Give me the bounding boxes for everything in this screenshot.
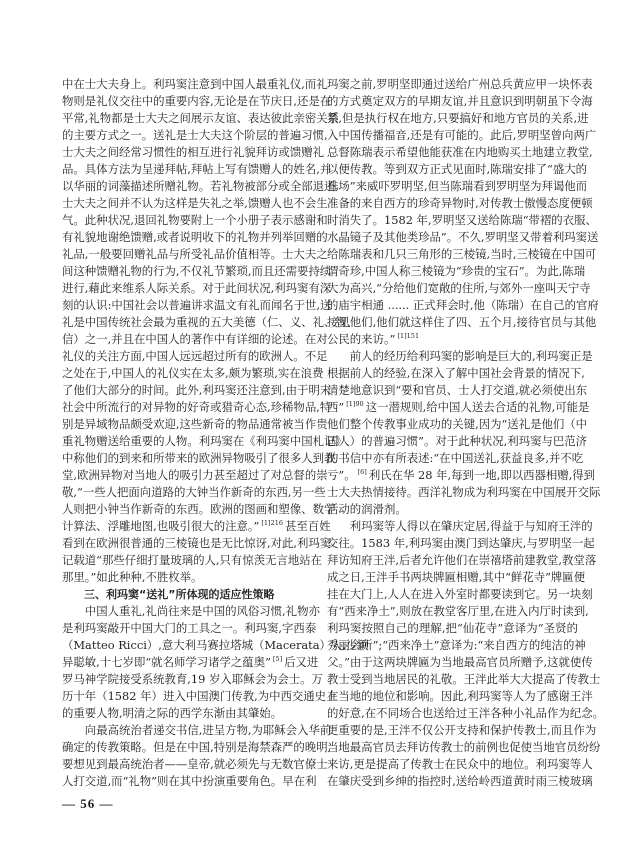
line-text: 利玛窦按照自己的理解,把“仙花寺”意译为“圣贤的 bbox=[327, 621, 578, 635]
text-line bbox=[62, 280, 332, 297]
text-line bbox=[327, 688, 593, 705]
line-text: 的重要人物,明清之际的西学东渐由其肇始。 bbox=[62, 706, 283, 720]
line-text: 交往。1583 年,利玛窦由澳门到达肇庆,与罗明坚一起 bbox=[327, 536, 595, 550]
line-text: 的好意,在不同场合也送给过王泮各种小礼品作为纪念。 bbox=[327, 706, 604, 720]
line-text: 间这种馈赠礼物的行为,不仅礼节繁琐,而且还需要持续 bbox=[62, 264, 332, 278]
line-text: 有礼貌地谢绝馈赠,或者说明收下的礼物并列举回赠的 bbox=[62, 230, 328, 244]
line-text: 禁,但是执行权在地方,只要搞好和地方官员的关系,进 bbox=[327, 111, 589, 125]
line-text: 在当地的地位和影响。因此,利玛窦等人为了感谢王泮 bbox=[327, 689, 593, 703]
text-line bbox=[327, 484, 601, 501]
line-text: 排场”来威吓罗明坚,但当陈瑞看到罗明坚为拜谒他而 bbox=[327, 179, 588, 193]
text-line bbox=[62, 76, 328, 93]
page-number: — 56 — bbox=[62, 796, 114, 811]
line-text: 谓奇珍,中国人称三棱镜为“珍贵的宝石”。为此,陈瑞 bbox=[327, 264, 586, 278]
line-text-continued: 这一潜规则,给中国人送去合适的礼物,可能是 bbox=[365, 400, 590, 414]
line-text: 别是异域物品颇受欢迎,这些新奇的物品通常被当作贵 bbox=[62, 417, 328, 431]
line-text: 记载道“那些仔细打量玻璃的人,只有惊羡无言地站在 bbox=[62, 553, 323, 567]
line-text: 刻的认识:中国社会以普遍讲求温文有礼而闻名于世,送 bbox=[62, 298, 332, 312]
line-text: 西” bbox=[327, 400, 345, 414]
text-line bbox=[327, 552, 597, 569]
line-text: 水晶镜子及其他类珍品”。不久,罗明坚又带着利玛窦送 bbox=[327, 230, 599, 244]
line-text: 品。具体方法为呈递拜帖,拜帖上写有馈赠人的姓名,并 bbox=[62, 162, 332, 176]
text-line bbox=[62, 484, 326, 501]
line-text: 他们整个传教事业成功的关键,因为“送礼是他们（中 bbox=[327, 417, 588, 431]
line-text: 公民的来访。” bbox=[327, 332, 396, 346]
line-text: 给陈瑞表和几只三角形的三棱镜,当时,三棱镜在中国可 bbox=[327, 247, 597, 261]
line-text: 清楚地意识到“要和官员、士人打交道,就必须使出东 bbox=[327, 383, 588, 397]
line-text: 人打交道,而“礼物”则在其中扮演重要角色。早在利 bbox=[62, 774, 317, 788]
line-text: 大为高兴,“分给他们宽敞的住所,与郊外一座叫天宁寺 bbox=[327, 281, 591, 295]
text-line bbox=[327, 314, 597, 331]
line-text: 确定的传教策略。但是在中国,特别是海禁森严的晚明, bbox=[62, 740, 332, 754]
line-text: 士大夫热情接待。西洋礼物成为利玛窦在中国展开交际 bbox=[327, 485, 601, 499]
text-line bbox=[62, 501, 336, 518]
text-line bbox=[62, 365, 324, 382]
text-line bbox=[62, 93, 332, 110]
text-line bbox=[327, 450, 584, 467]
line-text-continued: 后又进 bbox=[284, 655, 319, 669]
text-line bbox=[327, 212, 597, 229]
section-heading bbox=[62, 586, 313, 603]
line-text: 前人的经历给利玛窦的影响是巨大的,利玛窦正是 bbox=[349, 349, 593, 363]
text-line bbox=[62, 603, 320, 620]
text-line bbox=[62, 654, 319, 671]
text-line bbox=[62, 331, 328, 348]
text-line bbox=[62, 688, 338, 705]
line-text: 当地最高官员去拜访传教士的前例也促使当地官员纷纷 bbox=[327, 740, 601, 754]
line-text: 有“西来净土”,则放在教堂客厅里,在进入内厅时读到, bbox=[327, 604, 589, 618]
text-line bbox=[327, 654, 593, 671]
line-text: 总督陈瑞表示希望他能获准在内地购买土地建立教堂, bbox=[327, 145, 593, 159]
line-text: 秀丽会所”;“西来净土”意译为:“来自西方的纯洁的神 bbox=[327, 638, 586, 652]
text-line bbox=[327, 297, 599, 314]
line-text: 那里。”如此种种,不胜枚举。 bbox=[62, 570, 203, 584]
text-line bbox=[62, 178, 339, 195]
line-text: 父。”由于这两块牌匾为当地最高官员所赠予,这就使传 bbox=[327, 655, 593, 669]
line-text: 的主要方式之一。送礼是士大夫这个阶层的普遍习惯, bbox=[62, 128, 328, 142]
line-text-continued: 甚至百姓 bbox=[285, 519, 331, 533]
text-line bbox=[327, 756, 593, 773]
text-line bbox=[62, 399, 332, 416]
line-text: 中称他们的到来和所带来的欧洲异物吸引了很多人到教 bbox=[62, 451, 336, 465]
line-text: 利玛窦等人得以在肇庆定居,得益于与知府王泮的 bbox=[349, 519, 593, 533]
line-text: 在肇庆受到乡绅的指控时,送给岭西道黄时雨三棱玻璃 bbox=[327, 774, 593, 788]
text-line bbox=[327, 705, 604, 722]
text-line bbox=[62, 739, 332, 756]
line-text: 向最高统治者递交书信,进呈方物,为耶稣会入华前 bbox=[84, 723, 332, 737]
text-line bbox=[62, 518, 331, 535]
line-text: 气。此种状况,退回礼物要附上一个小册子表示感谢和 bbox=[62, 213, 328, 227]
citation-reference: [1]216 bbox=[261, 519, 284, 527]
right-column bbox=[327, 76, 604, 790]
line-text: 礼是中国传统社会最为重视的五大美德（仁、义、礼、智、 bbox=[62, 315, 359, 329]
text-line bbox=[327, 348, 593, 365]
text-line bbox=[62, 467, 328, 484]
text-line bbox=[62, 552, 323, 569]
text-line bbox=[327, 331, 578, 348]
line-text: 活动的润滑剂。 bbox=[327, 502, 407, 516]
text-line bbox=[62, 246, 328, 263]
line-text: 的方式奠定双方的早期友谊,并且意识到明朝虽下令海 bbox=[327, 94, 593, 108]
text-line bbox=[327, 739, 601, 756]
text-line bbox=[327, 433, 588, 450]
line-text: 拜访知府王泮,后者允许他们在崇禧塔前建教堂,教堂落 bbox=[327, 553, 597, 567]
text-line bbox=[327, 229, 599, 246]
text-line bbox=[327, 263, 586, 280]
line-text: 更重要的是,王泮不仅公开支持和保护传教士,而且作为 bbox=[327, 723, 597, 737]
line-text: 以华丽的词藻描述所赠礼物。若礼物被部分或全部退还, bbox=[62, 179, 339, 193]
line-text: 时消失了。1582 年,罗明坚又送给陈瑞“带褶的衣服、 bbox=[327, 213, 597, 227]
text-line bbox=[62, 144, 324, 161]
citation-reference: [1]90 bbox=[346, 400, 364, 408]
text-line bbox=[327, 722, 597, 739]
text-line bbox=[62, 314, 359, 331]
text-line bbox=[327, 246, 597, 263]
line-text: 堂,欧洲异物对当地人的吸引力甚至超过了对总督的崇 bbox=[62, 468, 328, 482]
text-line bbox=[327, 399, 590, 416]
text-line bbox=[62, 535, 332, 552]
text-line bbox=[62, 416, 328, 433]
line-text: 看到在欧洲很普通的三棱镜也是无比惊讶,对此,利玛窦 bbox=[62, 536, 332, 550]
line-text: 历十年（1582 年）进入中国澳门传教,为中西交通史上 bbox=[62, 689, 338, 703]
text-line bbox=[327, 161, 588, 178]
text-line bbox=[327, 127, 597, 144]
line-text: 来访,更是提高了传教士在民众中的地位。利玛窦等人 bbox=[327, 757, 593, 771]
line-text: 计算法、浮雕地图,也吸引很大的注意。” bbox=[62, 519, 260, 533]
text-line bbox=[327, 365, 585, 382]
citation-reference: [5] bbox=[272, 655, 283, 663]
text-line bbox=[327, 671, 601, 688]
text-line bbox=[62, 297, 332, 314]
line-text: 平常,礼物都是士大夫之间展示友谊、表达彼此亲密关系 bbox=[62, 111, 339, 125]
text-line bbox=[62, 569, 313, 586]
text-line bbox=[327, 637, 586, 654]
text-line bbox=[327, 195, 593, 212]
text-line bbox=[62, 705, 313, 722]
text-line bbox=[62, 382, 332, 399]
line-text-continued: 利氏在华 28 年,每到一地,即以西器相赠,得到 bbox=[368, 468, 596, 482]
text-line bbox=[327, 467, 596, 484]
line-text: 教士受到当地居民的礼敬。王泮此举大大提高了传教士 bbox=[327, 672, 601, 686]
text-line bbox=[62, 671, 323, 688]
line-text: 罗马神学院接受系统教育,19 岁入耶稣会为会士。万 bbox=[62, 672, 323, 686]
text-line bbox=[327, 569, 586, 586]
line-text: 以便传教。等到双方正式见面时,陈瑞安排了“盛大的 bbox=[327, 162, 588, 176]
line-text: 重礼物赠送给重要的人物。利玛窦在《利玛窦中国札记》 bbox=[62, 434, 347, 448]
text-line bbox=[327, 620, 578, 637]
line-text: 准备的来自西方的珍奇异物时,对传教士傲慢态度便顿 bbox=[327, 196, 593, 210]
text-line bbox=[62, 110, 339, 127]
text-line bbox=[327, 382, 588, 399]
line-text: 物则是礼仪交往中的重要内容,无论是在节庆日,还是在 bbox=[62, 94, 332, 108]
line-text: 敬,“一些人把面向道路的大钟当作新奇的东西,另一些 bbox=[62, 485, 326, 499]
text-line bbox=[62, 637, 369, 654]
line-text: 进行,藉此来维系人际关系。对于此间状况,利玛窦有深 bbox=[62, 281, 332, 295]
text-line bbox=[62, 195, 328, 212]
line-text: 之处在于,中国人的礼仪实在太多,颇为繁琐,实在浪费 bbox=[62, 366, 324, 380]
line-text: 成之日,王泮手书两块牌匾相赠,其中“鲜花寺”牌匾便 bbox=[327, 570, 586, 584]
text-line bbox=[327, 501, 578, 518]
line-text: 入中国传播福音,还是有可能的。此后,罗明坚曾向两广 bbox=[327, 128, 597, 142]
line-text: 信）之一,并且在中国人的著作中有详细的论述。在对 bbox=[62, 332, 328, 346]
text-line bbox=[62, 433, 347, 450]
line-text: 士大夫之间经常习惯性的相互进行礼貌拜访或馈赠礼 bbox=[62, 145, 324, 159]
text-line bbox=[62, 773, 317, 790]
text-line bbox=[327, 586, 593, 603]
text-line bbox=[62, 229, 328, 246]
line-text: 士大夫之间并不认为这样是失礼之举,馈赠人也不会生 bbox=[62, 196, 328, 210]
citation-reference: [6] bbox=[357, 468, 367, 476]
line-text: 中国人重礼,礼尚往来是中国的风俗习惯,礼物亦 bbox=[84, 604, 320, 618]
text-line bbox=[62, 161, 332, 178]
text-line bbox=[327, 535, 595, 552]
line-text: 国人）的普遍习惯”。对于此种状况,利玛窦与巴范济 bbox=[327, 434, 588, 448]
text-line bbox=[62, 263, 332, 280]
line-text: 礼品,一般要回赠礼品与所受礼品价值相等。士大夫之 bbox=[62, 247, 328, 261]
line-text: 的庙宇相通 ...... 正式拜会时,他（陈瑞）在自己的官府 bbox=[327, 298, 599, 312]
text-line bbox=[327, 518, 593, 535]
text-line bbox=[327, 178, 588, 195]
line-text: 中在士大夫身上。利玛窦注意到中国人最重礼仪,而礼 bbox=[62, 77, 328, 91]
line-text: 亏”。 bbox=[327, 468, 356, 482]
text-line bbox=[327, 76, 593, 93]
text-line bbox=[62, 450, 336, 467]
text-line bbox=[327, 773, 593, 790]
text-line bbox=[327, 144, 593, 161]
text-line bbox=[62, 620, 317, 637]
line-text: 要想见到最高统治者——皇帝,就必须先与无数官僚士 bbox=[62, 757, 328, 771]
text-line bbox=[62, 212, 328, 229]
text-line bbox=[62, 127, 328, 144]
text-line bbox=[62, 756, 328, 773]
line-text: 人则把小钟当作新奇的东西。欧洲的图画和塑像、数学 bbox=[62, 502, 336, 516]
line-text: 玛窦之前,罗明坚即通过送给广州总兵黄应甲一块怀表 bbox=[327, 77, 593, 91]
line-text: 了他们大部分的时间。此外,利玛窦还注意到,由于明末 bbox=[62, 383, 332, 397]
line-text: 挂在大门上,人人在进入外室时都要读到它。另一块刻 bbox=[327, 587, 593, 601]
line-text: 的书信中亦有所表述:“在中国送礼,获益良多,并不吃 bbox=[327, 451, 584, 465]
text-line bbox=[327, 603, 589, 620]
text-line bbox=[62, 722, 332, 739]
citation-reference: [1]151 bbox=[397, 332, 420, 340]
line-text: 社会中所流行的对异物的好奇或猎奇心态,珍稀物品,特 bbox=[62, 400, 332, 414]
text-line bbox=[327, 416, 588, 433]
line-text: 礼仪的关注方面,中国人远远超过所有的欧洲人。不足 bbox=[62, 349, 328, 363]
text-line bbox=[327, 280, 591, 297]
text-line bbox=[327, 110, 589, 127]
line-text: （Matteo Ricci）,意大利马赛拉塔城（Macerata）人,少颖 bbox=[62, 638, 369, 652]
line-text: 是利玛窦敲开中国大门的工具之一。利玛窦,字西泰 bbox=[62, 621, 317, 635]
text-line bbox=[62, 348, 328, 365]
line-text: 异聪敏,十七岁即“就名师学习诸学之蕴奥” bbox=[62, 655, 271, 669]
text-line bbox=[327, 93, 593, 110]
line-text: 三、利玛窦“送礼”所体现的适应性策略 bbox=[84, 588, 275, 601]
line-text: 接见他们,他们就这样住了四、五个月,接待官员与其他 bbox=[327, 315, 597, 329]
line-text: 根据前人的经验,在深入了解中国社会背景的情况下, bbox=[327, 366, 585, 380]
